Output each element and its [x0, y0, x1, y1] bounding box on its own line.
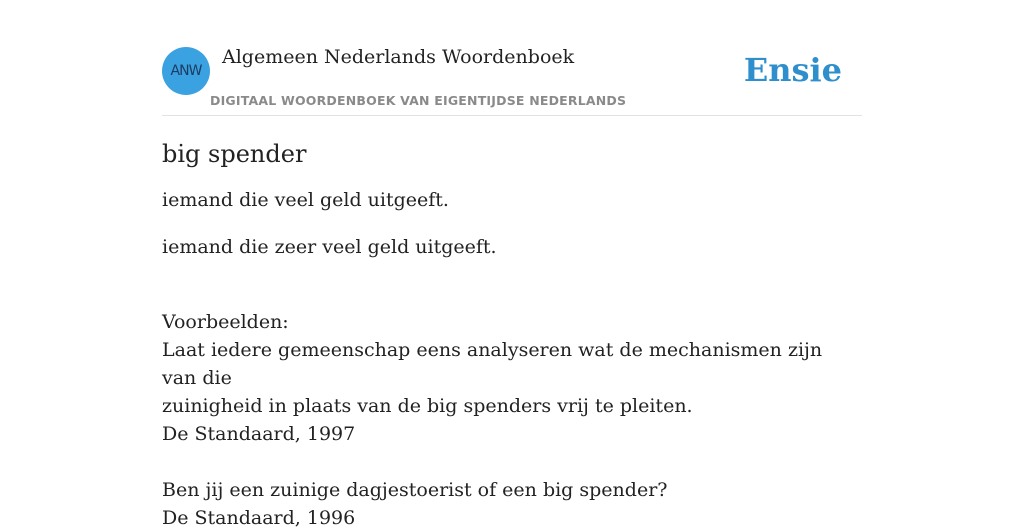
example-2: [162, 476, 862, 532]
anw-logo[interactable]: [162, 47, 210, 95]
example-2-source: De Standaard, 1996: [162, 507, 356, 529]
site-header: [162, 46, 862, 116]
site-subtitle: DIGITAAL WOORDENBOEK VAN EIGENTIJDSE NEDERLANDS: [210, 93, 627, 108]
spacer: [162, 280, 862, 308]
example-1-line-2: zuinigheid in plaats van de big spenders vrij te pleiten.: [162, 395, 693, 417]
examples-label: Voorbeelden:: [162, 311, 289, 333]
spacer: [162, 448, 862, 476]
definition-1: iemand die veel geld uitgeeft.: [162, 189, 449, 211]
example-1: [162, 336, 862, 448]
ensie-brand-link[interactable]: Ensie: [743, 51, 842, 89]
definition-2: iemand die zeer veel geld uitgeeft.: [162, 236, 497, 258]
example-1-line-1: Laat iedere gemeenschap eens analyseren wat de mechanismen zijn van die: [162, 339, 823, 389]
entry-content: [162, 138, 862, 532]
example-1-source: De Standaard, 1997: [162, 423, 356, 445]
example-2-line-1: Ben jij een zuinige dagjestoerist of een big spender?: [162, 479, 668, 501]
logo-text: ANW: [170, 63, 202, 79]
site-title[interactable]: Algemeen Nederlands Woordenboek: [222, 46, 575, 68]
entry-headword: big spender: [162, 140, 307, 168]
